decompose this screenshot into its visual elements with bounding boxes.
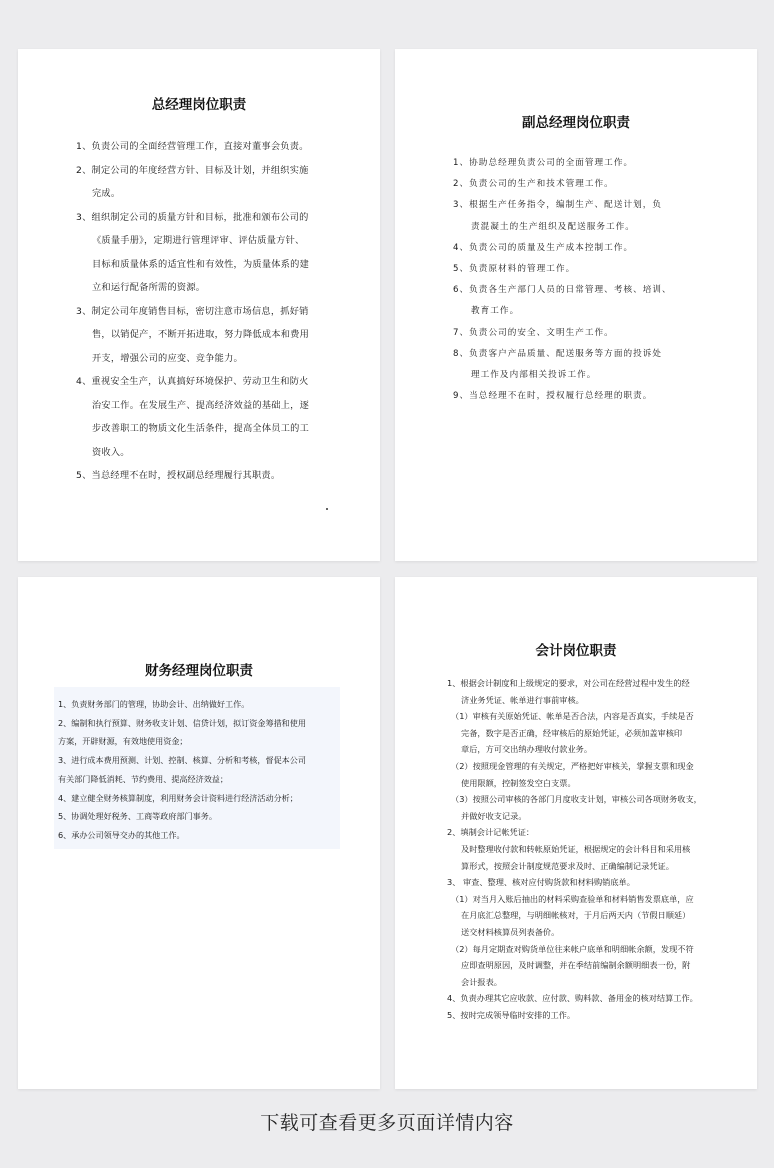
- item-line: （2）每月定期查对购货单位往来帐户底单和明细帐余额，发现不符: [451, 943, 694, 954]
- list-item: [453, 238, 737, 259]
- list-item: [76, 370, 354, 464]
- list-item: [76, 135, 354, 159]
- item-line: 6、负责各生产部门人员的日常管理、考核、培训、: [453, 285, 672, 296]
- item-line: 5、负责原材料的管理工作。: [453, 264, 576, 275]
- item-line: （1）审核有关原始凭证、帐单是否合法，内容是否真实，手续是否: [451, 711, 694, 722]
- list-item: [76, 300, 354, 371]
- item-line: 算形式，按照会计制度规范要求及时、正确编制记录凭证。: [461, 860, 674, 871]
- item-line: 8、负责客户产品质量、配送服务等方面的投诉处: [453, 348, 663, 359]
- item-line: 5、按时完成领导临时安排的工作。: [447, 1009, 576, 1020]
- list-item: [447, 1007, 729, 1024]
- item-line: 1、负责公司的全面经营管理工作，直接对董事会负责。: [76, 141, 309, 152]
- list-item: [453, 195, 737, 237]
- item-line: 步改善职工的物质文化生活条件，提高全体员工的工: [92, 423, 310, 434]
- item-line: 教育工作。: [471, 306, 520, 317]
- sub-list-item: [447, 708, 729, 758]
- page-title: 总经理岗位职责: [151, 97, 247, 113]
- item-line: 完备，数字是否正确，经审核后的原始凭证，必须加盖审核印: [461, 727, 683, 738]
- item-line: 济业务凭证、帐单进行事前审核。: [461, 694, 584, 705]
- item-line: 5、当总经理不在时，授权副总经理履行其职责。: [76, 470, 281, 481]
- list-item: 2、编制和执行预算、财务收支计划、信贷计划，拟订资金筹措和使用: [58, 717, 306, 728]
- list-item: 4、建立健全财务核算制度，利用财务会计资料进行经济活动分析；: [58, 792, 298, 803]
- document-page-finance-manager: [18, 577, 380, 1089]
- list-item: [453, 153, 737, 174]
- item-line: 理工作及内部相关投诉工作。: [471, 370, 597, 381]
- item-line: 1、协助总经理负责公司的全面管理工作。: [453, 158, 634, 168]
- item-line: 4、负责办理其它应收款、应付款、购料款、备用金的核对结算工作。: [447, 993, 698, 1004]
- item-line: 送交材料核算员列表备价。: [461, 926, 560, 937]
- item-line: 章后，方可交出纳办理收付款业务。: [461, 744, 593, 755]
- sub-list-item: [447, 791, 729, 824]
- list-item: 1、负责财务部门的管理，协助会计、出纳做好工作。: [58, 699, 250, 709]
- duty-list: [58, 695, 340, 845]
- item-line: 目标和质量体系的适宜性和有效性，为质量体系的建: [92, 258, 310, 270]
- list-item: 6、承办公司领导交办的其他工作。: [58, 829, 185, 840]
- document-page-general-manager: [18, 49, 380, 561]
- item-line: 2、填制会计记帐凭证：: [447, 827, 535, 838]
- page-title: 副总经理岗位职责: [522, 115, 630, 131]
- item-line: （1）对当月入账后抽出的材料采购查验单和材料销售发票底单，应: [451, 893, 694, 904]
- list-item: 方案，开辟财源，有效地使用资金；: [58, 736, 188, 747]
- item-line: 立和运行配备所需的资源。: [92, 282, 206, 293]
- item-line: 并做好收支记录。: [461, 810, 527, 821]
- list-item: [447, 675, 729, 708]
- list-item: [447, 841, 729, 874]
- list-item: 有关部门降低消耗、节约费用、提高经济效益；: [58, 773, 228, 784]
- duty-list: [453, 153, 737, 407]
- list-item: [447, 874, 729, 891]
- list-item: 3、进行成本费用预测、计划、控制、核算、分析和考核，督促本公司: [58, 755, 306, 766]
- item-line: 《质量手册》，定期进行管理评审、评估质量方针、: [92, 235, 305, 246]
- item-line: 9、当总经理不在时，授权履行总经理的职责。: [453, 391, 653, 402]
- list-item: [76, 159, 354, 206]
- page-dot: [326, 508, 328, 510]
- item-line: 使用限额，控制签发空白支票。: [461, 777, 576, 788]
- item-line: 3、制定公司年度销售目标，密切注意市场信息，抓好销: [76, 305, 309, 317]
- item-line: 3、组织制定公司的质量方针和目标，批准和颁布公司的: [76, 211, 309, 223]
- download-more-link[interactable]: 下载可查看更多页面详情内容: [260, 1112, 514, 1134]
- list-item: [76, 206, 354, 300]
- item-line: 2、制定公司的年度经营方针、目标及计划，并组织实施: [76, 164, 309, 176]
- item-line: 完成。: [92, 188, 121, 199]
- list-item: [453, 323, 737, 344]
- item-line: 3、根据生产任务指令，编制生产、配送计划，负: [453, 200, 663, 211]
- document-page-deputy-general-manager: [395, 49, 757, 561]
- item-line: 3、 审查、整理、核对应付购货款和材料购销底单。: [447, 877, 635, 888]
- list-item: [453, 386, 737, 407]
- duty-list: [76, 135, 354, 488]
- item-line: （2）按照现金管理的有关规定，严格把好审核关，掌握支票和现金: [451, 760, 694, 771]
- item-line: 4、负责公司的质量及生产成本控制工作。: [453, 242, 634, 253]
- item-line: 在月底汇总整理，与明细帐核对，于月后两天内（节假日顺延）: [461, 910, 691, 921]
- list-item: [76, 464, 354, 488]
- list-item: [453, 344, 737, 386]
- item-line: 治安工作。在发展生产、提高经济效益的基础上，逐: [92, 399, 310, 411]
- duty-list: [447, 675, 729, 1023]
- item-line: 责混凝土的生产组织及配送服务工作。: [471, 221, 635, 232]
- page-title: 财务经理岗位职责: [145, 663, 253, 679]
- item-line: 1、根据会计制度和上级规定的要求，对公司在经营过程中发生的经: [447, 678, 690, 688]
- item-line: 7、负责公司的安全、文明生产工作。: [453, 327, 614, 338]
- item-line: 4、重视安全生产，认真搞好环境保护、劳动卫生和防火: [76, 376, 309, 387]
- sub-list-item: [447, 941, 729, 991]
- item-line: 售，以销促产，不断开拓进取，努力降低成本和费用: [92, 329, 310, 340]
- item-line: 资收入。: [92, 446, 130, 458]
- item-line: 及时整理收付款和转帐原始凭证，根据规定的会计科目和采用核: [461, 843, 691, 854]
- item-line: 会计报表。: [461, 976, 502, 987]
- list-item: 5、协调处理好税务、工商等政府部门事务。: [58, 811, 217, 822]
- document-page-accountant: [395, 577, 757, 1089]
- sub-list-item: [447, 891, 729, 941]
- item-line: 2、负责公司的生产和技术管理工作。: [453, 179, 614, 190]
- page-title: 会计岗位职责: [535, 643, 617, 659]
- item-line: 应即查明原因，及时调整，并在季结前编制余额明细表一份，附: [461, 960, 691, 971]
- list-item: [453, 259, 737, 280]
- item-line: 开支，增强公司的应变、竞争能力。: [92, 352, 243, 364]
- list-item: [453, 174, 737, 195]
- list-item: [453, 280, 737, 322]
- sub-list-item: [447, 758, 729, 791]
- item-line: （3）按照公司审核的各部门月度收支计划，审核公司各项财务收支，: [451, 794, 702, 805]
- list-item: [447, 990, 729, 1007]
- list-item: [447, 824, 729, 841]
